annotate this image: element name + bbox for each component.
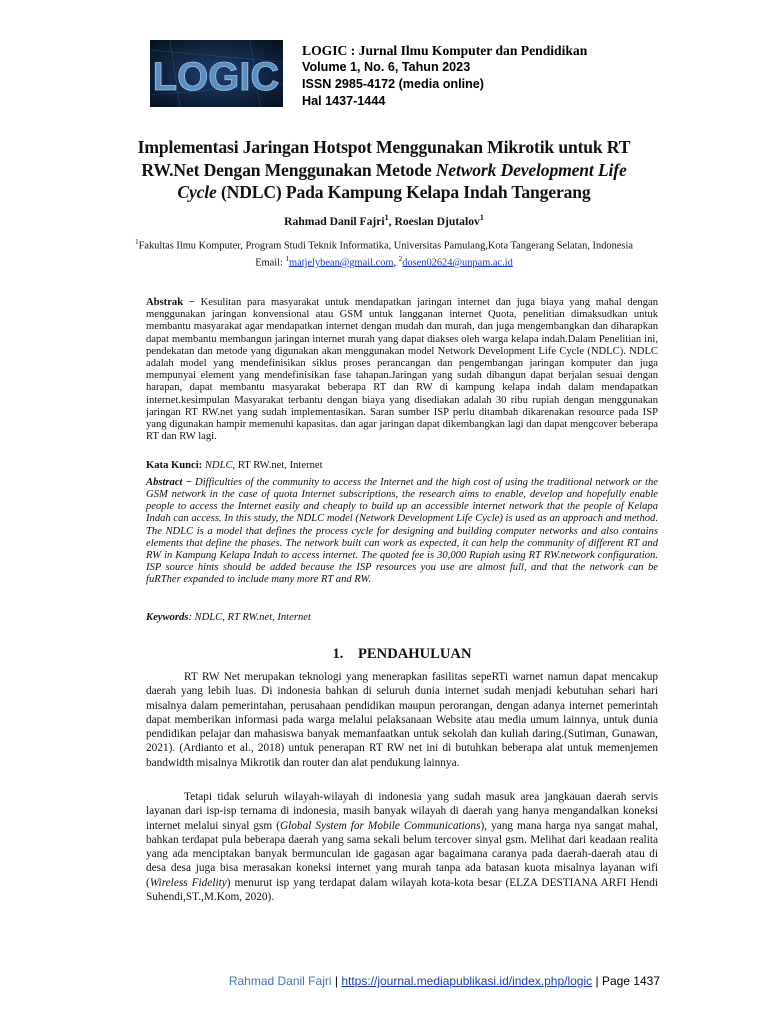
abstract-label: Abstrak −: [146, 297, 195, 308]
journal-url-link[interactable]: https://journal.mediapublikasi.id/index.php/logic: [341, 974, 593, 988]
paragraph-italic: Wireless Fidelity: [149, 876, 227, 889]
page-number: Page 1437: [601, 974, 660, 988]
logo-text: LOGIC: [152, 55, 280, 99]
paragraph-italic: Global System for Mobile Communications: [279, 819, 481, 832]
author-sup: 1: [479, 213, 484, 222]
paragraph-text: RT RW Net merupakan teknologi yang menerapkan fasilitas sepeRTi warnet namun dapat mencakup daerah yang lebih luas. Di indonesia bahkan di seluruh dunia internet sudah menjadi kebutuhan sehari hari misalnya dalam pemerintahan, perusahaan pendidikan maupun perorangan, dengan adanya internet pemerintah dapat memberikan informasi pada warga melalui pelaksanaan Website atau media umum lainnya, untuk dunia pendidikan pelajar dan mahasiswa banyak memanfaatkan untuk sekolah dan kuliah daring.(Sutiman, Gunawan, 2021): [146, 671, 658, 755]
title-text-end: (NDLC) Pada Kampung Kelapa Indah Tangerang: [216, 182, 591, 202]
author-sup: 1: [384, 213, 389, 222]
journal-logo: [150, 40, 283, 107]
title-text: Implementasi Jaringan Hotspot Menggunakan Mikrotik untuk RT RW.Net Dengan Menggunakan Metode: [137, 137, 631, 180]
author-name: Roeslan Djutalov: [394, 214, 480, 228]
email-link[interactable]: dosen02624@unpam.ac.id: [402, 257, 513, 269]
keywords-text: : NDLC, RT RW.net, Internet: [188, 612, 311, 623]
affiliation-text: Fakultas Ilmu Komputer, Program Studi Teknik Informatika, Universitas Pamulang,Kota Tangerang Selatan, Indonesia: [138, 240, 633, 252]
body-paragraph: [146, 670, 658, 770]
abstract-text: Difficulties of the community to access the Internet and the high cost of using the traditional network or the GSM network in the case of quota Internet subscriptions, the research aims to enable, develop and hopefully enable people to access the Internet easily and cheaply to build up an accessible internet network that the people of Kelapa Indah can access. In this study, the NDLC model (Network Development Life Cycle) is used as an approach and method. The NDLC is a model that defines the process cycle for designing and building computer networks and also contains elements that define the phases. The network built can work as expected, it can help the community of different RT and RW in Kampung Kelapa Indah to access internet. The quoted fee is 30,000 Rupiah using RT RW.network configuration. ISP source hints should be added because the ISP resources you use are almost full, and that the network can be fuRTher expanded to include many more RT and RW.: [146, 477, 658, 586]
keywords-italic: NDLC: [204, 460, 233, 471]
footer-separator: |: [592, 974, 602, 988]
paragraph-text: ) menurut isp yang terdapat dalam wilayah kota-kota besar (ELZA DESTIANA ARFI Hendi Suhendi,ST.,M.Kom, 2020).: [146, 876, 658, 904]
keywords-indonesian: [146, 460, 658, 472]
affiliation: $^1$Fakultas Ilmu Komputer, Program Studi Teknik Informatika, Universitas Pamulang,Kota Tangerang Selatan, Indonesia Email: $^1$matjelybean@gmail.com, $^2$dosen02624@unpam.ac.id: [135, 238, 633, 269]
abstract-label: Abstract −: [146, 477, 192, 488]
email-link[interactable]: matjelybean@gmail.com: [289, 257, 394, 269]
abstract-indonesian: [146, 297, 658, 443]
title-italic: Network Development Life Cycle: [177, 159, 627, 202]
paragraph-text: ), yang mana harga nya sangat mahal, bahkan terdapat pula beberapa daerah yang sama sekali belum tercover sinyal gsm. Melihat dari keadaan realita yang ada menciptakan banyak bermunculan ide gagasan agar bagaimana caranya pada daerah-daerah atau di desa desa juga bisa merasakan koneksi internet yang murah tanpa ada batasan kuota misalnya layanan wifi (: [146, 819, 658, 889]
journal-pages: Hal 1437-1444: [302, 94, 386, 108]
affil-sup: 1: [135, 238, 139, 246]
body-paragraph: [146, 790, 658, 904]
journal-info: [302, 42, 722, 110]
keywords-text: , RT RW.net, Internet: [232, 460, 323, 471]
page-footer: [100, 974, 660, 988]
paragraph-text: . (Ardianto et al., 2018) untuk penerapan RT RW net ini di butuhkan beberapa alat untuk memenjemen bandwidth misalnya Mikrotik dan router dan alat pendukung lainnya.: [146, 742, 658, 769]
email-sup: 1: [285, 254, 290, 263]
journal-volume: Volume 1, No. 6, Tahun 2023: [302, 60, 471, 74]
email-label: Email:: [255, 257, 286, 269]
author-name: Rahmad Danil Fajri: [284, 214, 385, 228]
email-sup: 2: [398, 254, 403, 263]
paragraph-text: Tetapi tidak seluruh wilayah-wilayah di indonesia yang sudah masuk area jangkauan daerah servis layanan dari isp-isp ternama di indonesia, masih banyak wilayah di daerah yang hanya mengandalkan koneksi internet melalui sinyal gsm (: [146, 791, 658, 832]
keywords-label: Keywords: [146, 612, 189, 623]
keywords-label: Kata Kunci:: [146, 460, 205, 471]
author-list: Rahmad Danil Fajri$^1$, Roeslan Djutalov$^1$: [284, 213, 484, 228]
footer-separator: |: [331, 974, 342, 988]
abstract-text: Kesulitan para masyarakat untuk mendapatkan jaringan internet dan juga biaya yang mahal dengan menggunakan jaringan konvensional atau GSM untuk langganan internet Quota, penelitian dimaksudkan untuk membantu masyarakat agar mendapatkan internet dengan mudah dan murah, dan juga mengembangkan dan diharapkan dapat membantu membangun jaringan internet murah yang dapat diakses oleh warga kelapa indah.Dalam Penelitian ini, pendekatan dan metode yang digunakan akan menggunakan model Network Development Life Cycle (NDLC). NDLC adalah model yang mendefinisikan siklus proses perancangan dan pengembangan jaringan komputer dan juga mempunyai element yang mendefinisikan fase tahapan.Jaringan yang sudah dibangun dapat berjalan sesuai dengan harapan, dapat membantu masyarakat beberapa RT dan RW di kampung kelapa indah dalam mendapatkan internet.kesimpulan Masyarakat terbantu dengan biaya yang disediakan adalah 30 ribu rupiah dengan menggunakan jaringan RT RW.net yang sudah implementasikan. Saran sumber ISP perlu ditambah dikarenakan resource pada ISP yang digunakan hampir memenuhi kapasitas. dan agar jaringan dapat dikembangkan lagi dan dapat mengcover beberapa RT dan RW lagi.: [146, 297, 658, 443]
footer-author: Rahmad Danil Fajri: [228, 974, 332, 988]
journal-issn: ISSN 2985-4172 (media online): [302, 77, 484, 91]
journal-name: LOGIC : Jurnal Ilmu Komputer dan Pendidikan: [302, 43, 588, 58]
section-heading: 1. PENDAHULUAN: [332, 646, 472, 662]
paper-title: [120, 136, 648, 204]
keywords-english: [146, 612, 658, 624]
abstract-english: [146, 477, 658, 586]
